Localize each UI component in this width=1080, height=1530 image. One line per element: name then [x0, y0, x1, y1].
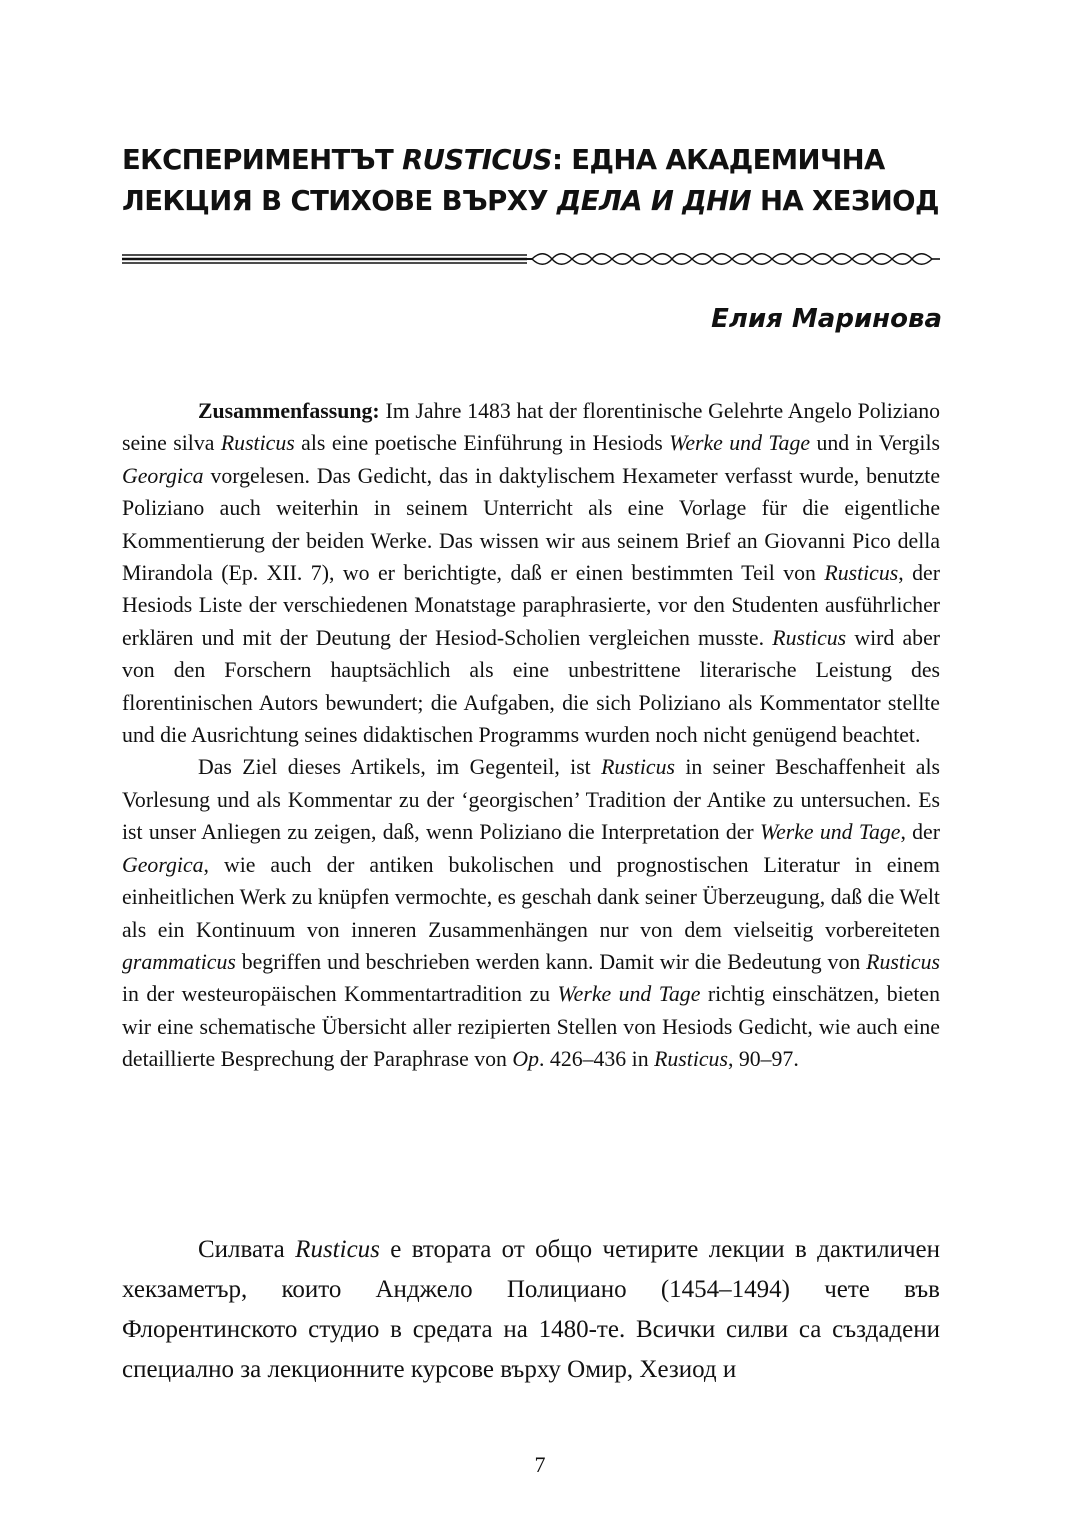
title-line-2: ЛЕКЦИЯ В СТИХОВЕ ВЪРХУ ДЕЛА И ДНИ НА ХЕЗИОД — [122, 185, 939, 217]
abstract — [122, 395, 940, 1076]
author-name: Елия Маринова — [711, 304, 942, 334]
page-number: 7 — [534, 1452, 546, 1477]
decorative-rule — [122, 248, 942, 270]
abstract-paragraph-1: Zusammenfassung: Im Jahre 1483 hat der florentinische Gelehrte Angelo Poliziano seine silva Rusticus als eine poetische Einführung in Hesiods Werke und Tage und in Vergils Georgica vorgelesen. Das Gedicht, das in daktylischem Hexameter verfasst wurde, benutzte Poliziano auch weiterhin in seinem Unterricht als eine Vorlage für die eigentliche Kommentierung der beiden Werke. Das wissen wir aus seinem Brief an Giovanni Pico della Mirandola (Ep. XII. 7), wo er berichtigte, daß er einen bestimmten Teil von Rusticus, der Hesiods Liste der verschiedenen Monatstage paraphrasierte, vor den Studenten ausführlicher erklären und mit der Deutung der Hesiod-Scholien vergleichen musste. Rusticus wird aber von den Forschern hauptsächlich als eine unbestrittene literarische Leistung des florentinischen Autors bewundert; die Aufgaben, die sich Poliziano als Kommentator stellte und die Ausrichtung seines didaktischen Programms wurden noch nicht genügend beachtet. — [122, 399, 941, 748]
decorative-rule-graphic — [122, 248, 942, 270]
abstract-label: Zusammenfassung: — [198, 399, 380, 423]
article-title — [122, 140, 962, 222]
main-text — [122, 1230, 940, 1390]
title-line-1: ЕКСПЕРИМЕНТЪТ RUSTICUS: ЕДНА АКАДЕМИЧНА — [122, 144, 885, 176]
abstract-paragraph-2: Das Ziel dieses Artikels, im Gegenteil, ist Rusticus in seiner Beschaffenheit als Vorlesung und als Kommentar zu der ‘georgischen’ Tradition der Antike zu untersuchen. Es ist unser Anliegen zu zeigen, daß, wenn Poliziano die Interpretation der Werke und Tage, der Georgica, wie auch der antiken bukolischen und prognostischen Literatur in einem einheitlichen Werk zu knüpfen vermochte, es geschah dank seiner Überzeugung, daß die Welt als ein Kontinuum von inneren Zusammenhängen nur von dem vielseitig vorbereiteten grammaticus begriffen und beschrieben werden kann. Damit wir die Bedeutung von Rusticus in der westeuropäischen Kommentartradition zu Werke und Tage richtig einschätzen, bieten wir eine schematische Übersicht aller rezipierten Stellen von Hesiods Gedicht, wie auch eine detaillierte Besprechung der Paraphrase von Op. 426–436 in Rusticus, 90–97. — [122, 755, 940, 1072]
main-paragraph-1: Силвата Rusticus е втората от общо четирите лекции в дактиличен хекзаметър, които Анджело Полициано (1454–1494) чете във Флорентинското студио в средата на 1480-те. Всички силви са създадени специално за лекционните курсове върху Омир, Хезиод и — [122, 1236, 941, 1383]
